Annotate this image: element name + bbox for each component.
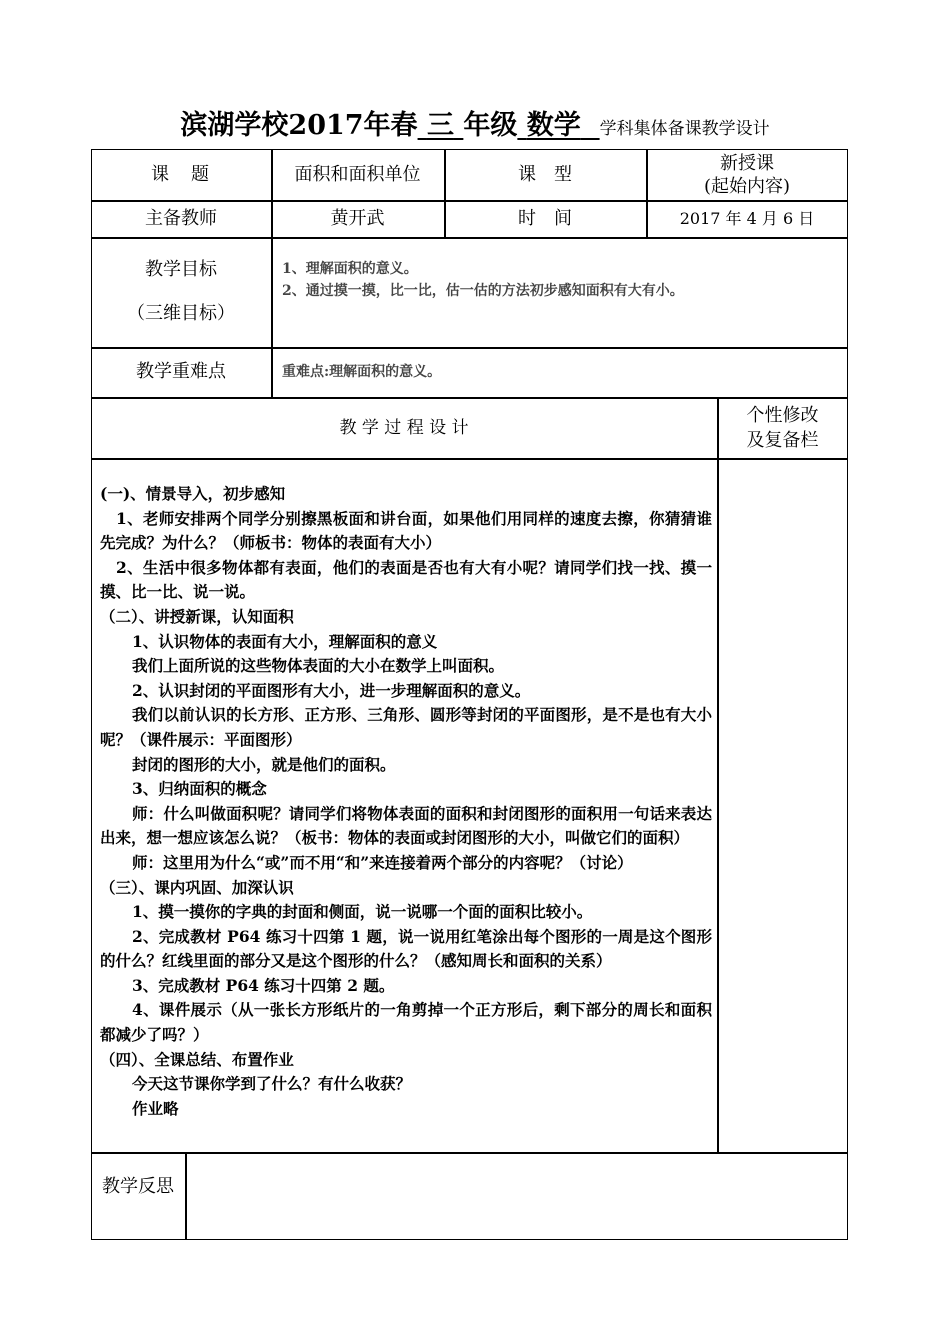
process-body [100,482,712,1121]
process-paragraph: 师：这里用为什么“或”而不用“和”来连接着两个部分的内容呢？（讨论） [132,852,633,872]
goal-item: 2、通过摸一摸，比一比，估一估的方法初步感知面积有大有小。 [282,283,684,299]
process-paragraph: 4、课件展示（从一张长方形纸片的一角剪掉一个正方形后，剩下部分的周长和面积都减少了吗？） [100,1000,712,1045]
process-paragraph: 1、老师安排两个同学分别擦黑板面和讲台面，如果他们用同样的速度去擦，你猜猜谁先完成？为什么？（师板书：物体的表面有大小） [100,508,712,553]
title-grade: 三 [426,110,454,141]
side-notes-heading [717,397,848,458]
title-subject: 数学 [526,110,581,141]
process-paragraph: 2、完成教材 P64 练习十四第 1 题，说一说用红笔涂出每个图形的一周是这个图形的什么？红线里面的部分又是这个图形的什么？（感知周长和面积的关系） [100,926,712,971]
col-divider [185,1152,187,1240]
topic-value: 面积和面积单位 [294,163,421,185]
process-paragraph: 我们上面所说的这些物体表面的大小在数学上叫面积。 [132,656,505,676]
goal-item: 1、理解面积的意义。 [282,261,418,277]
keypoints-label: 教学重难点 [136,361,226,382]
title-grade-suffix: 年级 [463,110,518,141]
row-divider [91,1152,848,1154]
section-heading: （二）、讲授新课，认知面积 [100,606,294,626]
process-paragraph: 2、生活中很多物体都有表面，他们的表面是否也有大有小呢？请同学们找一找、摸一摸、比一比、说一说。 [100,557,712,602]
process-paragraph: 3、完成教材 P64 练习十四第 2 题。 [132,975,395,995]
teacher-value: 黄开武 [330,207,385,229]
process-paragraph: 封闭的图形的大小，就是他们的面积。 [132,754,396,774]
title-suffix: 学科集体备课教学设计 [599,119,770,139]
document-title [0,106,950,149]
goals-label-line2: （三维目标） [127,303,235,324]
type-label: 课 型 [518,163,572,185]
time-label: 时 间 [518,207,572,229]
col-divider [717,397,719,1152]
process-paragraph: 3、归纳面积的概念 [132,779,267,799]
process-paragraph: 1、摸一摸你的字典的封面和侧面，说一说哪一个面的面积比较小。 [132,902,593,922]
topic-label: 课 题 [151,163,211,185]
section-heading: (一)、情景导入，初步感知 [100,484,286,503]
type-value-line1: 新授课 [720,152,774,174]
goals-list [282,258,837,302]
goals-label-line1: 教学目标 [145,259,217,280]
process-heading: 教 学 过 程 设 计 [339,417,469,438]
process-paragraph: 我们以前认识的长方形、正方形、三角形、圆形等封闭的平面图形，是不是也有大小呢？（课件展示：平面图形） [100,705,712,749]
process-paragraph: 师：什么叫做面积呢？请同学们将物体表面的面积和封闭图形的面积用一句话来表达出来，想一想应该怎么说？（板书：物体的表面或封闭图形的大小，叫做它们的面积） [100,803,712,848]
side-notes-line2: 及复备栏 [746,429,819,451]
side-notes-line1: 个性修改 [746,404,819,426]
type-value-line2: (起始内容) [703,175,791,197]
section-heading: （四）、全课总结、布置作业 [100,1049,294,1069]
title-school-term: 滨湖学校2017年春 [180,110,418,141]
row-divider [91,458,848,460]
keypoints-value: 重难点:理解面积的意义。 [282,364,442,380]
process-paragraph: 今天这节课你学到了什么？有什么收获？ [132,1074,412,1094]
process-paragraph: 作业略 [132,1098,179,1118]
type-value [646,149,848,200]
process-paragraph: 1、认识物体的表面有大小，理解面积的意义 [132,631,438,651]
process-paragraph: 2、认识封闭的平面图形有大小，进一步理解面积的意义。 [132,680,531,700]
reflection-label: 教学反思 [102,1176,174,1197]
section-heading: （三）、课内巩固、加深认识 [100,877,294,897]
teacher-label: 主备教师 [145,207,217,229]
goals-label [91,237,271,347]
time-value: 2017 年 4 月 6 日 [679,208,815,228]
